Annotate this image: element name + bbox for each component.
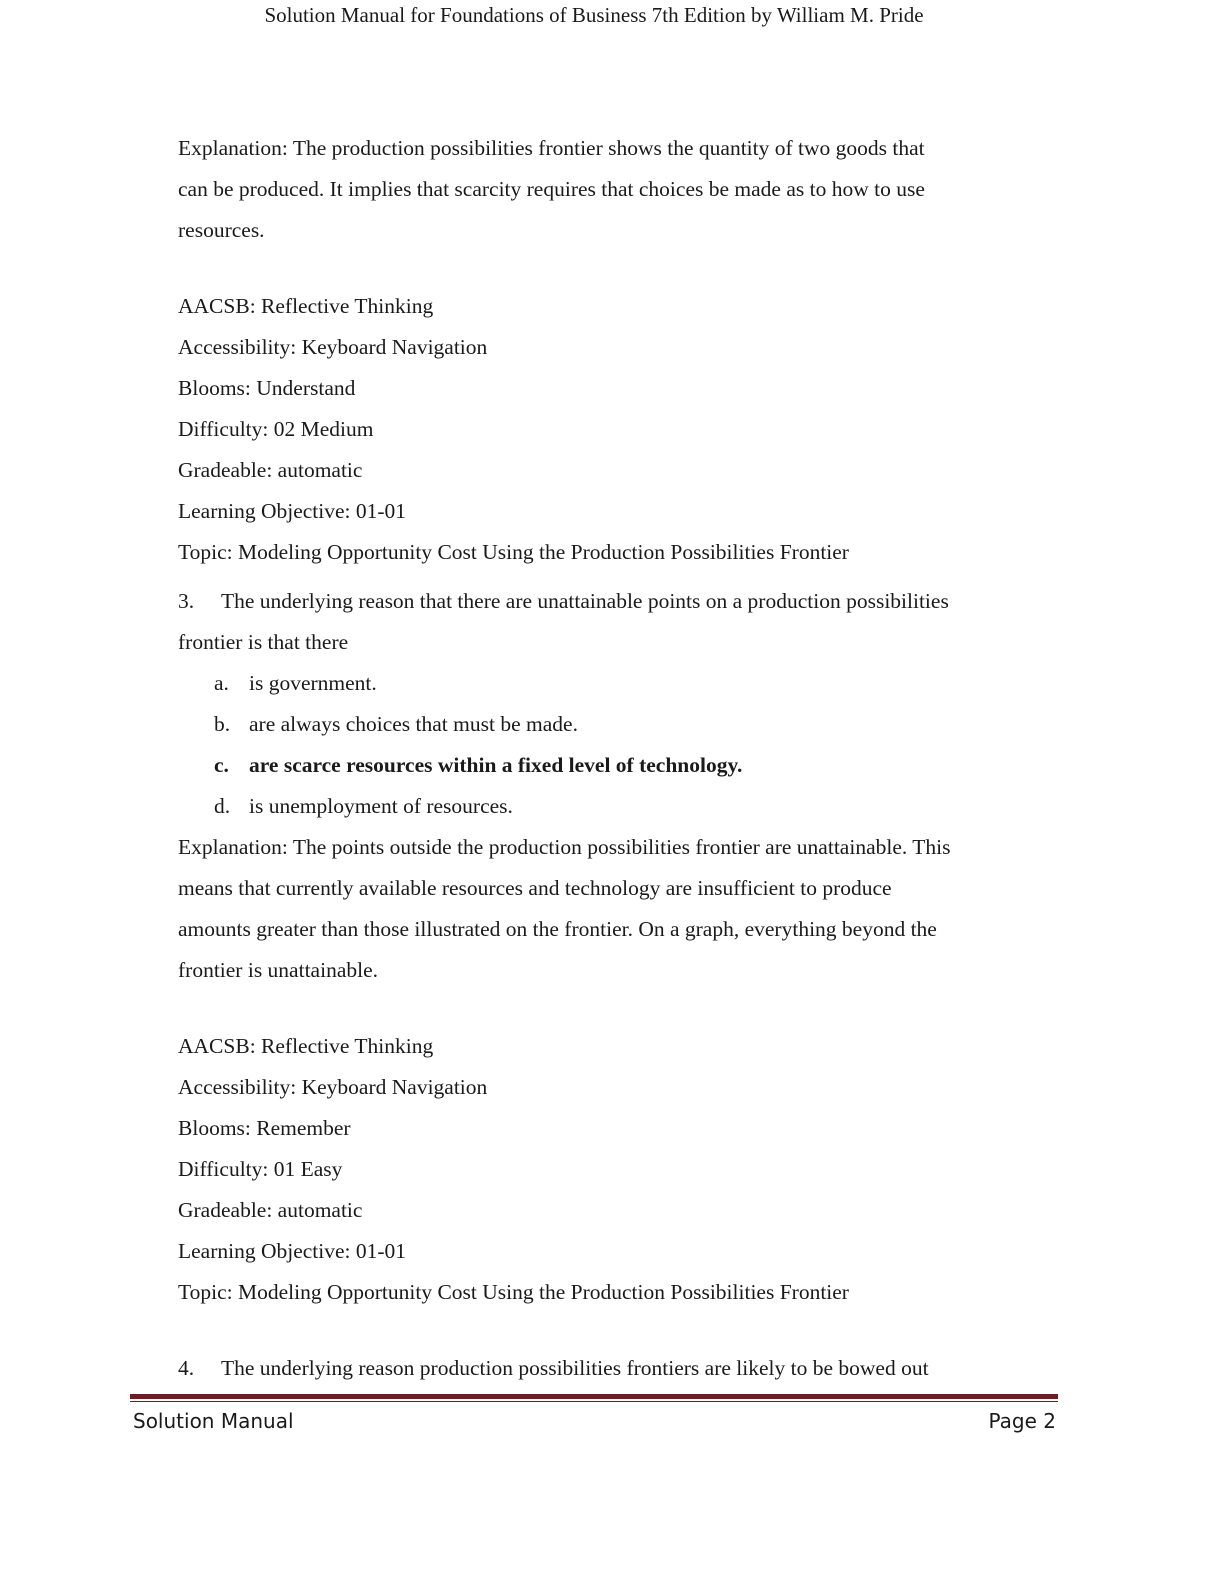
q3-metadata xyxy=(178,1026,1048,1313)
option-text: are scarce resources within a fixed level of technology. xyxy=(249,753,743,777)
question-3 xyxy=(178,581,1048,1313)
footer-title: Solution Manual xyxy=(133,1409,294,1433)
q3-explanation xyxy=(178,827,1048,991)
option-letter: d. xyxy=(214,794,231,818)
meta-learning-objective: Learning Objective: 01-01 xyxy=(178,499,407,523)
q2-explanation xyxy=(178,128,1048,251)
spacer xyxy=(178,991,1048,1026)
option-text: are always choices that must be made. xyxy=(249,712,578,736)
explanation-line: Explanation: The production possibilities frontier shows the quantity of two goods that xyxy=(178,136,925,160)
option-a xyxy=(178,663,1048,704)
question-4 xyxy=(178,1348,1048,1389)
meta-aacsb: AACSB: Reflective Thinking xyxy=(178,1034,434,1058)
explanation-line: frontier is unattainable. xyxy=(178,958,378,982)
option-letter: c. xyxy=(214,753,229,777)
meta-gradeable: Gradeable: automatic xyxy=(178,458,363,482)
meta-blooms: Blooms: Remember xyxy=(178,1116,351,1140)
question-stem-line xyxy=(178,581,1048,622)
page-number: Page 2 xyxy=(988,1409,1056,1433)
question-stem-line: frontier is that there xyxy=(178,630,349,654)
explanation-line: amounts greater than those illustrated on the frontier. On a graph, everything beyond the xyxy=(178,917,937,941)
footer-rule xyxy=(130,1394,1058,1402)
question-number: 3. xyxy=(178,589,195,613)
footer-rule-thick xyxy=(130,1394,1058,1399)
explanation-line: resources. xyxy=(178,218,265,242)
meta-topic: Topic: Modeling Opportunity Cost Using the Production Possibilities Frontier xyxy=(178,1280,849,1304)
q2-metadata xyxy=(178,286,1048,573)
option-letter: a. xyxy=(214,671,229,695)
explanation-line: means that currently available resources and technology are insufficient to produce xyxy=(178,876,892,900)
meta-topic: Topic: Modeling Opportunity Cost Using the Production Possibilities Frontier xyxy=(178,540,849,564)
meta-learning-objective: Learning Objective: 01-01 xyxy=(178,1239,407,1263)
question-stem-text: The underlying reason production possibilities frontiers are likely to be bowed out xyxy=(221,1356,929,1380)
meta-gradeable: Gradeable: automatic xyxy=(178,1198,363,1222)
explanation-line: can be produced. It implies that scarcity requires that choices be made as to how to use xyxy=(178,177,925,201)
option-text: is unemployment of resources. xyxy=(249,794,513,818)
option-d xyxy=(178,786,1048,827)
option-letter: b. xyxy=(214,712,231,736)
question-stem-text: The underlying reason that there are unattainable points on a production possibilities xyxy=(221,589,949,613)
spacer xyxy=(178,1313,1048,1348)
question-number: 4. xyxy=(178,1356,195,1380)
meta-aacsb: AACSB: Reflective Thinking xyxy=(178,294,434,318)
spacer xyxy=(178,251,1048,286)
explanation-line: Explanation: The points outside the production possibilities frontier are unattainable. This xyxy=(178,835,951,859)
question-stem-line xyxy=(178,1348,1048,1389)
page-content xyxy=(178,128,1048,1389)
meta-blooms: Blooms: Understand xyxy=(178,376,356,400)
meta-difficulty: Difficulty: 01 Easy xyxy=(178,1157,343,1181)
option-c-correct xyxy=(178,745,1048,786)
meta-accessibility: Accessibility: Keyboard Navigation xyxy=(178,335,488,359)
footer-rule-thin xyxy=(130,1401,1058,1402)
meta-difficulty: Difficulty: 02 Medium xyxy=(178,417,374,441)
running-header: Solution Manual for Foundations of Business 7th Edition by William M. Pride xyxy=(264,3,924,27)
option-text: is government. xyxy=(249,671,377,695)
option-b xyxy=(178,704,1048,745)
meta-accessibility: Accessibility: Keyboard Navigation xyxy=(178,1075,488,1099)
